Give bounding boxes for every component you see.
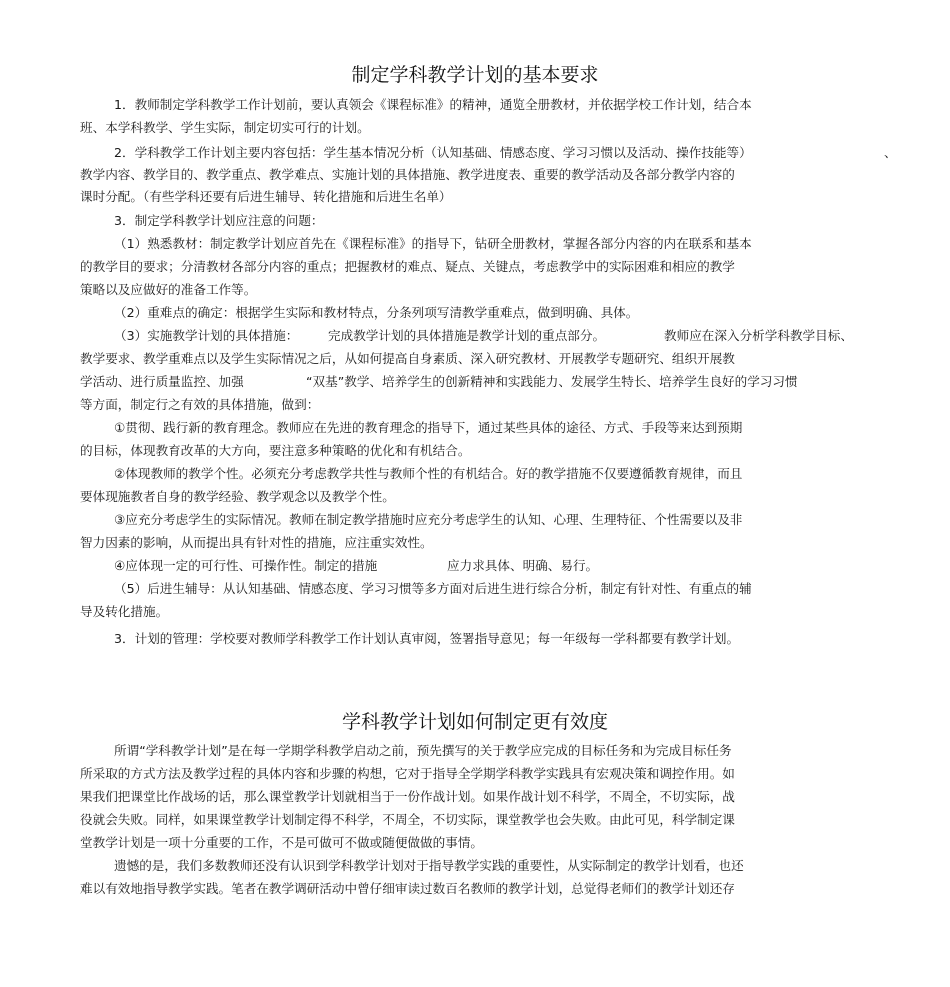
paragraph-line: ①贯彻、践行新的教育理念。教师应在先进的教育理念的指导下，通过某些具体的途径、方式、手段等来达到预期: [114, 420, 743, 435]
paragraph-line: “双基”教学、培养学生的创新精神和实践能力、发展学生特长、培养学生良好的学习习惯: [306, 374, 798, 389]
paragraph-line: 班、本学科教学、学生实际，制定切实可行的计划。: [80, 120, 370, 135]
paragraph-line: 课时分配。（有些学科还要有后进生辅导、转化措施和后进生名单）: [80, 189, 452, 204]
paragraph-line: 导及转化措施。: [80, 604, 169, 619]
paragraph-line: 策略以及应做好的准备工作等。: [80, 282, 257, 297]
paragraph-line: 要体现施教者自身的教学经验、教学观念以及教学个性。: [80, 489, 395, 504]
paragraph-line: 1．教师制定学科教学工作计划前，要认真领会《课程标准》的精神，通览全册教材，并依据学校工作计划，结合本: [114, 97, 752, 112]
paragraph-line: ③应充分考虑学生的实际情况。教师在制定教学措施时应充分考虑学生的认知、心理、生理特征、个性需要以及非: [114, 512, 743, 527]
paragraph-line: 3．计划的管理：学校要对教师学科教学工作计划认真审阅，签署指导意见；每一年级每一学科都要有教学计划。: [114, 631, 740, 646]
paragraph-line: 、: [884, 145, 897, 160]
page-title: 制定学科教学计划的基本要求: [351, 64, 599, 86]
paragraph-line: 所采取的方式方法及教学过程的具体内容和步骤的构想，它对于指导全学期学科教学实践具有宏观决策和调控作用。如: [80, 766, 735, 781]
paragraph-line: 教学内容、教学目的、教学重点、教学难点、实施计划的具体措施、教学进度表、重要的教学活动及各部分教学内容的: [80, 167, 735, 182]
paragraph-line: 的教学目的要求；分清教材各部分内容的重点；把握教材的难点、疑点、关键点，考虑教学中的实际困难和相应的教学: [80, 259, 735, 274]
paragraph-line: 教师应在深入分析学科教学目标、: [664, 328, 853, 343]
paragraph-line: 3．制定学科教学计划应注意的问题：: [114, 213, 324, 228]
paragraph-line: 难以有效地指导教学实践。笔者在教学调研活动中曾仔细审读过数百名教师的教学计划，总觉得老师们的教学计划还存: [80, 881, 735, 896]
paragraph-line: 所谓“学科教学计划”是在每一学期学科教学启动之前，预先撰写的关于教学应完成的目标任务和为完成目标任务: [114, 743, 732, 758]
paragraph-line: 果我们把课堂比作战场的话，那么课堂教学计划就相当于一份作战计划。如果作战计划不科学，不周全，不切实际，战: [80, 789, 735, 804]
paragraph-line: 教学要求、教学重难点以及学生实际情况之后，从如何提高自身素质、深入研究教材、开展教学专题研究、组织开展教: [80, 351, 735, 366]
paragraph-line: （3）实施教学计划的具体措施：: [114, 328, 299, 343]
paragraph-line: 的目标，体现教育改革的大方向，要注意多种策略的优化和有机结合。: [80, 443, 471, 458]
paragraph-line: 堂教学计划是一项十分重要的工作，不是可做可不做或随便做做的事情。: [80, 835, 483, 850]
paragraph-line: 应力求具体、明确、易行。: [447, 558, 599, 573]
paragraph-line: 役就会失败。同样，如果课堂教学计划制定得不科学，不周全，不切实际，课堂教学也会失败。由此可见，科学制定课: [80, 812, 735, 827]
paragraph-line: （2）重难点的确定：根据学生实际和教材特点，分条列项写清教学重难点，做到明确、具体。: [114, 305, 639, 320]
paragraph-line: 智力因素的影响，从而提出具有针对性的措施，应注重实效性。: [80, 535, 433, 550]
paragraph-line: 学活动、进行质量监控、加强: [80, 374, 244, 389]
paragraph-line: 2．学科教学工作计划主要内容包括：学生基本情况分析（认知基础、情感态度、学习习惯以及活动、操作技能等）: [114, 145, 752, 160]
paragraph-line: （1）熟悉教材：制定教学计划应首先在《课程标准》的指导下，钻研全册教材，掌握各部分内容的内在联系和基本: [114, 236, 752, 251]
section-title: 学科教学计划如何制定更有效度: [341, 711, 608, 733]
paragraph-line: （5）后进生辅导：从认知基础、情感态度、学习习惯等多方面对后进生进行综合分析，制定有针对性、有重点的辅: [114, 581, 752, 596]
paragraph-line: 遗憾的是，我们多数教师还没有认识到学科教学计划对于指导教学实践的重要性，从实际制定的教学计划看，也还: [114, 858, 744, 873]
paragraph-line: 完成教学计划的具体措施是教学计划的重点部分。: [328, 328, 606, 343]
paragraph-line: ④应体现一定的可行性、可操作性。制定的措施: [114, 558, 378, 573]
paragraph-line: 等方面，制定行之有效的具体措施，做到：: [80, 397, 320, 412]
paragraph-line: ②体现教师的教学个性。必须充分考虑教学共性与教师个性的有机结合。好的教学措施不仅要遵循教育规律，而且: [114, 466, 743, 481]
